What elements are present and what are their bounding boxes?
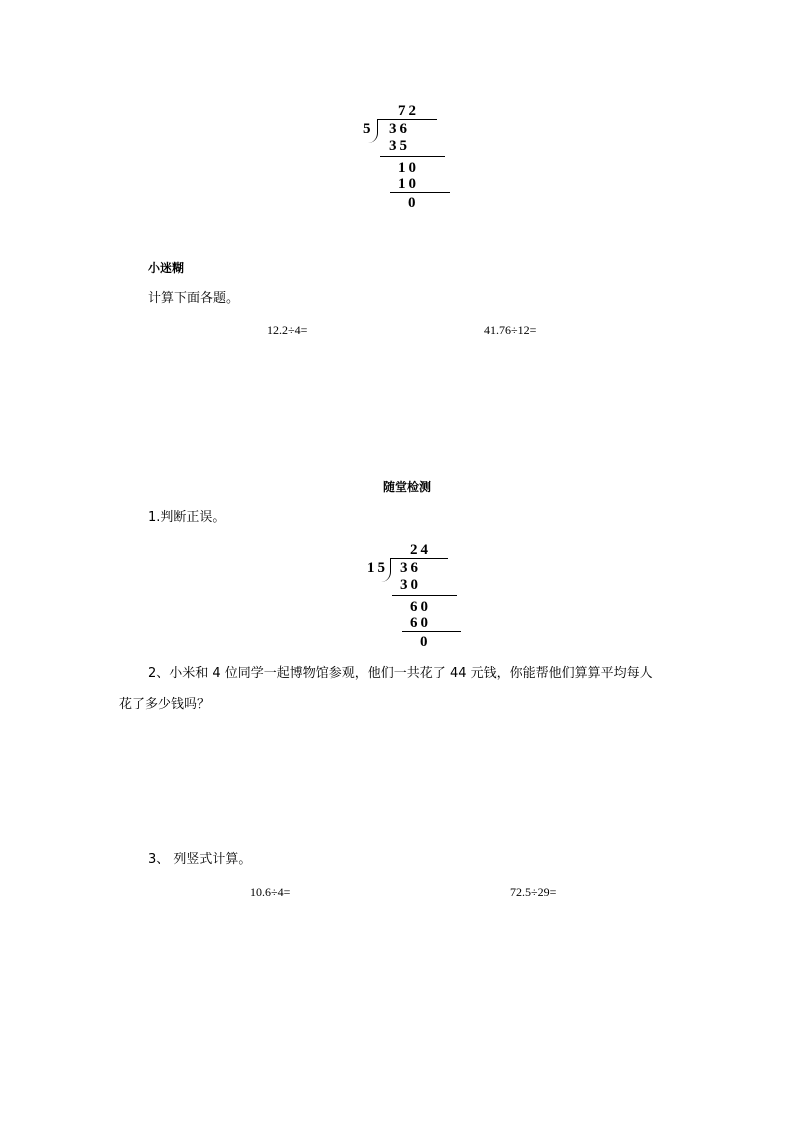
final-remainder: 0 <box>420 634 431 650</box>
problem-1: 12.2÷4= <box>267 323 308 337</box>
question-2-line-2: 花了多少钱吗？ <box>119 697 211 712</box>
section-title-suitang: 随堂检测 <box>383 480 432 494</box>
step-product: 10 <box>398 176 419 192</box>
problem-3: 10.6÷4= <box>250 885 291 899</box>
step-line <box>402 631 461 632</box>
instruction: 计算下面各题。 <box>148 291 240 306</box>
quotient: 24 <box>410 542 431 558</box>
problem-2: 41.76÷12= <box>484 323 537 337</box>
dividend: 36 <box>400 560 421 576</box>
quotient: 72 <box>398 103 419 119</box>
step-remainder: 10 <box>398 160 419 176</box>
question-2-line-1: 2、小米和 4 位同学一起博物馆参观，他们一共花了 44 元钱，你能帮他们算算平均每人 <box>148 666 653 681</box>
question-1: 1.判断正误。 <box>148 510 226 525</box>
step-product: 35 <box>389 138 410 154</box>
step-remainder: 60 <box>410 599 431 615</box>
step-product: 30 <box>400 577 421 593</box>
step-line <box>392 595 457 596</box>
step-product: 60 <box>410 615 431 631</box>
problem-4: 72.5÷29= <box>510 885 557 899</box>
step-line <box>390 192 450 193</box>
divisor: 5 <box>363 121 374 137</box>
divisor: 15 <box>367 560 388 576</box>
question-3: 3、 列竖式计算。 <box>148 852 252 867</box>
dividend: 36 <box>389 121 410 137</box>
section-title-xiaomihu: 小迷糊 <box>148 261 185 275</box>
final-remainder: 0 <box>408 195 419 211</box>
step-line <box>380 156 445 157</box>
